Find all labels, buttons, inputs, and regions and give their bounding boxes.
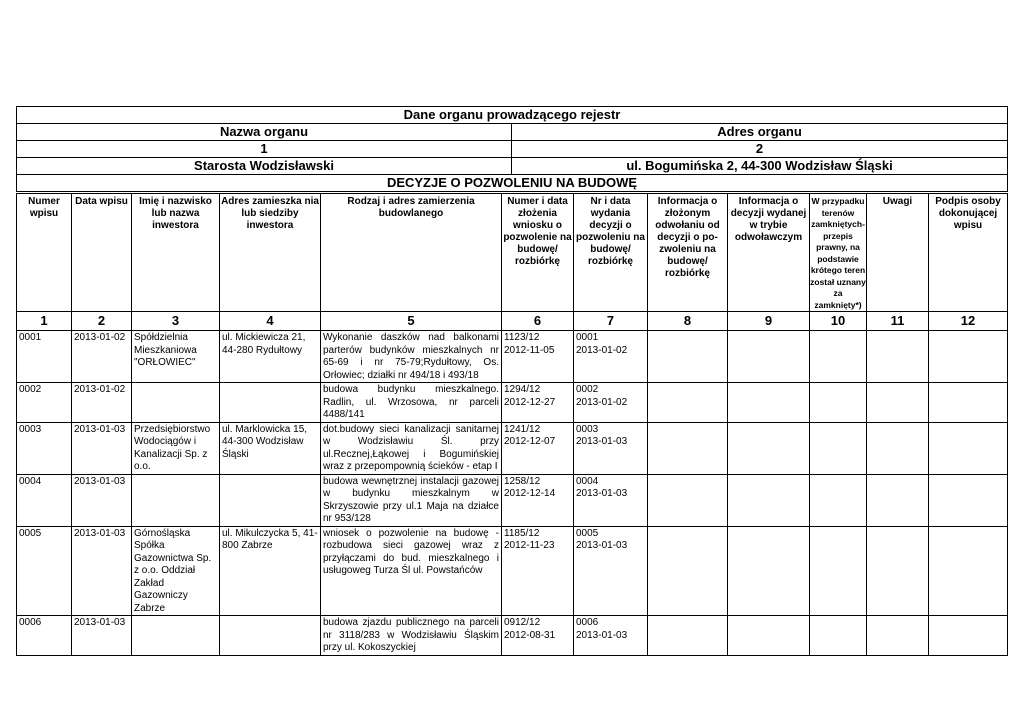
application-number: 1241/12 (504, 423, 541, 435)
appeal-decision-cell (728, 526, 810, 616)
col-header-numer-wpisu: Numer wpisu (17, 194, 72, 312)
section-title: DECYZJE O POZWOLENIU NA BUDOWĘ (17, 175, 1008, 192)
col-number: 1 (17, 312, 72, 331)
decision-cell (574, 616, 648, 656)
col-header-tereny-zamkniete: W przypadku terenów zamkniętych- przepis prawny, na podstawie krótego teren został uznany za zamknięty*) (810, 194, 867, 312)
col-number: 12 (929, 312, 1008, 331)
signature-cell (929, 474, 1008, 526)
decision-number: 0002 (576, 384, 599, 395)
entry-number-cell: 0001 (17, 331, 72, 383)
closed-area-cell (810, 422, 867, 474)
col-number: 11 (867, 312, 929, 331)
decision-date: 2013-01-03 (576, 629, 628, 641)
col-number: 9 (728, 312, 810, 331)
appeal-decision-cell (728, 474, 810, 526)
appeal-info-cell (648, 526, 728, 616)
entry-date-cell: 2013-01-03 (72, 526, 132, 616)
decision-number: 0005 (576, 527, 599, 539)
appeal-decision-cell (728, 422, 810, 474)
col-header-odwolanie: Informacja o złożonym odwołaniu od decyzji o po- zwoleniu na budowę/ rozbiórkę (648, 194, 728, 312)
application-cell (502, 422, 574, 474)
investor-name-cell: Przedsiębiorstwo Wodociągów i Kanalizacji Sp. z o.o. (132, 422, 220, 474)
remarks-cell (867, 383, 929, 423)
remarks-cell (867, 616, 929, 656)
col-number: 4 (220, 312, 321, 331)
investor-name-cell (132, 383, 220, 423)
decisions-table (16, 193, 1008, 656)
organ-address-col-number: 2 (512, 141, 1008, 158)
closed-area-cell (810, 474, 867, 526)
decision-date: 2013-01-02 (576, 344, 628, 356)
application-date: 2012-11-05 (504, 344, 555, 356)
column-headers (17, 194, 1008, 312)
decision-date: 2013-01-03 (576, 540, 628, 551)
entry-number-cell: 0005 (17, 526, 72, 616)
application-number: 1123/12 (504, 332, 540, 343)
project-description-cell: dot.budowy sieci kanalizacji sanitarnej w Wodzisławiu Śl. przy ul.Recznej,Łąkowej i Bogumińskiej wraz z przepompownią ścieków - etap I (321, 422, 502, 474)
organ-name-header: Nazwa organu (17, 124, 512, 141)
appeal-decision-cell (728, 616, 810, 656)
closed-area-cell (810, 616, 867, 656)
application-date: 2012-11-23 (504, 540, 555, 551)
appeal-decision-cell (728, 383, 810, 423)
entry-date-cell: 2013-01-02 (72, 383, 132, 423)
appeal-info-cell (648, 474, 728, 526)
investor-address-cell: ul. Mickiewicza 21, 44-280 Rydułtowy (220, 331, 321, 383)
col-header-uwagi: Uwagi (867, 194, 929, 312)
application-cell (502, 616, 574, 656)
decision-date: 2013-01-03 (576, 436, 628, 447)
decision-cell (574, 474, 648, 526)
table-row (17, 383, 1008, 423)
decision-number: 0003 (576, 423, 599, 435)
remarks-cell (867, 526, 929, 616)
signature-cell (929, 526, 1008, 616)
project-description-cell: budowa zjazdu publicznego na parceli nr 3118/283 w Wodzisławiu Śląskim przy ul. Kokoszyckiej (321, 616, 502, 656)
project-description-cell: budowa wewnętrznej instalacji gazowej w budynku mieszkalnym w Skrzyszowie przy ul.1 Maja na działce nr 953/128 (321, 474, 502, 526)
appeal-info-cell (648, 331, 728, 383)
remarks-cell (867, 331, 929, 383)
application-date: 2012-08-31 (504, 629, 556, 641)
column-numbers (17, 312, 1008, 331)
appeal-decision-cell (728, 331, 810, 383)
organ-address: ul. Bogumińska 2, 44-300 Wodzisław Śląski (512, 158, 1008, 175)
signature-cell (929, 422, 1008, 474)
col-header-podpis: Podpis osoby dokonującej wpisu (929, 194, 1008, 312)
application-number: 0912/12 (504, 617, 541, 628)
col-number: 7 (574, 312, 648, 331)
closed-area-cell (810, 383, 867, 423)
closed-area-cell (810, 331, 867, 383)
col-number: 2 (72, 312, 132, 331)
table-row (17, 526, 1008, 616)
col-number: 3 (132, 312, 220, 331)
table-row (17, 331, 1008, 383)
entry-number-cell: 0003 (17, 422, 72, 474)
organ-name-col-number: 1 (17, 141, 512, 158)
col-number: 10 (810, 312, 867, 331)
decision-cell (574, 526, 648, 616)
entry-date-cell: 2013-01-03 (72, 474, 132, 526)
application-number: 1185/12 (504, 527, 540, 539)
decision-number: 0006 (576, 617, 599, 628)
decision-date: 2013-01-02 (576, 396, 628, 408)
table-row (17, 422, 1008, 474)
col-header-tryb-odwolawczy: Informacja o decyzji wydanej w trybie odwoławczym (728, 194, 810, 312)
investor-name-cell (132, 474, 220, 526)
application-number: 1258/12 (504, 475, 541, 487)
decision-cell (574, 383, 648, 423)
entry-number-cell: 0006 (17, 616, 72, 656)
table-row (17, 616, 1008, 656)
investor-address-cell (220, 616, 321, 656)
col-header-data-wpisu: Data wpisu (72, 194, 132, 312)
investor-address-cell: ul. Marklowicka 15, 44-300 Wodzisław Śląski (220, 422, 321, 474)
col-number: 5 (321, 312, 502, 331)
signature-cell (929, 383, 1008, 423)
table-row (17, 474, 1008, 526)
investor-address-cell (220, 474, 321, 526)
application-cell (502, 331, 574, 383)
remarks-cell (867, 422, 929, 474)
appeal-info-cell (648, 383, 728, 423)
col-header-rodzaj-zamierzenia: Rodzaj i adres zamierzenia budowlanego (321, 194, 502, 312)
decision-number: 0004 (576, 475, 599, 487)
investor-address-cell (220, 383, 321, 423)
entry-date-cell: 2013-01-03 (72, 422, 132, 474)
application-date: 2012-12-27 (504, 396, 556, 408)
investor-name-cell: Spółdzielnia Mieszkaniowa "ORŁOWIEC" (132, 331, 220, 383)
investor-name-cell: Górnośląska Spółka Gazownictwa Sp. z o.o. Oddział Zakład Gazowniczy Zabrze (132, 526, 220, 616)
project-description-cell: budowa budynku mieszkalnego. Radlin, ul. Wrzosowa, nr parceli 4488/141 (321, 383, 502, 423)
application-number: 1294/12 (504, 384, 541, 395)
application-date: 2012-12-14 (504, 488, 556, 499)
appeal-info-cell (648, 422, 728, 474)
register-header-table (16, 106, 1008, 192)
col-number: 8 (648, 312, 728, 331)
investor-name-cell (132, 616, 220, 656)
decision-cell (574, 331, 648, 383)
entry-date-cell: 2013-01-03 (72, 616, 132, 656)
col-header-decyzja: Nr i data wydania decyzji o pozwoleniu na budowę/ rozbiórkę (574, 194, 648, 312)
application-date: 2012-12-07 (504, 436, 556, 447)
organ-address-header: Adres organu (512, 124, 1008, 141)
application-cell (502, 383, 574, 423)
decision-date: 2013-01-03 (576, 488, 628, 499)
remarks-cell (867, 474, 929, 526)
project-description-cell: Wykonanie daszków nad balkonami parterów budynków mieszkalnych nr 65-69 i nr 75-79;Rydułtowy, Os. Orłowiec; działki nr 494/18 i 493/18 (321, 331, 502, 383)
appeal-info-cell (648, 616, 728, 656)
organ-name: Starosta Wodzisławski (17, 158, 512, 175)
signature-cell (929, 331, 1008, 383)
application-cell (502, 474, 574, 526)
closed-area-cell (810, 526, 867, 616)
investor-address-cell: ul. Mikulczycka 5, 41-800 Zabrze (220, 526, 321, 616)
signature-cell (929, 616, 1008, 656)
col-header-wniosek: Numer i data złożenia wniosku o pozwolenie na budowę/ rozbiórkę (502, 194, 574, 312)
entry-number-cell: 0004 (17, 474, 72, 526)
decision-number: 0001 (576, 332, 599, 343)
col-number: 6 (502, 312, 574, 331)
register-title: Dane organu prowadzącego rejestr (17, 107, 1008, 124)
application-cell (502, 526, 574, 616)
decision-cell (574, 422, 648, 474)
entry-date-cell: 2013-01-02 (72, 331, 132, 383)
entry-number-cell: 0002 (17, 383, 72, 423)
col-header-inwestor: Imię i nazwisko lub nazwa inwestora (132, 194, 220, 312)
col-header-adres-inwestora: Adres zamieszka nia lub siedziby inwestora (220, 194, 321, 312)
project-description-cell: wniosek o pozwolenie na budowę - rozbudowa sieci gazowej wraz z przyłączami do bud. mieszkalnego i usługoweg Turza Śl ul. Powstańców (321, 526, 502, 616)
